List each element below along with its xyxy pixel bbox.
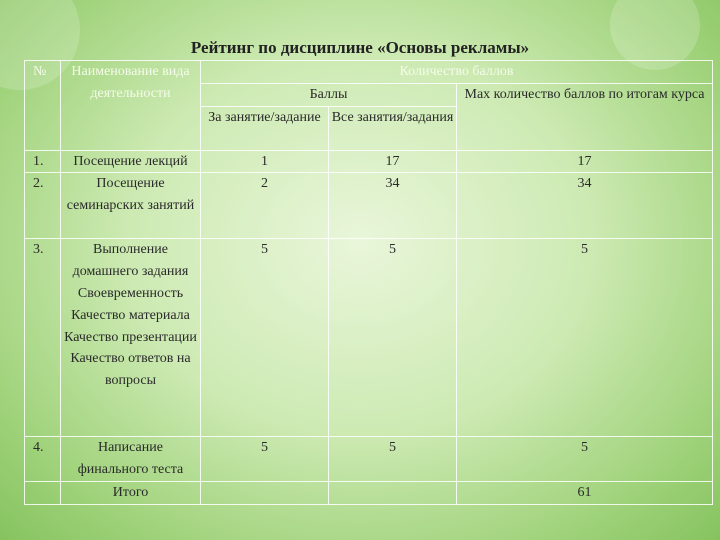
row-per: 1 (201, 150, 329, 173)
page-title: Рейтинг по дисциплине «Основы рекламы» (190, 38, 530, 57)
row-name: Выполнение домашнего задания Своевременность Качество материала Качество презентации Качество ответов на вопросы (61, 239, 201, 437)
rating-table (24, 60, 713, 505)
total-all (329, 481, 457, 504)
total-max: 61 (457, 481, 713, 504)
row-name: Посещение лекций (61, 150, 201, 173)
total-label: Итого (61, 481, 201, 504)
row-all: 5 (329, 239, 457, 437)
row-per: 2 (201, 173, 329, 239)
row-name: Написание финального теста (61, 437, 201, 482)
row-max: 34 (457, 173, 713, 239)
row-name: Посещение семинарских занятий (61, 173, 201, 239)
header-points-total: Количество баллов (201, 61, 713, 84)
row-per: 5 (201, 437, 329, 482)
row-num: 3. (25, 239, 61, 437)
row-num: 2. (25, 173, 61, 239)
row-max: 17 (457, 150, 713, 173)
row-num: 1. (25, 150, 61, 173)
header-num: № (25, 61, 61, 151)
header-all-lessons: Все занятия/задания (329, 106, 457, 150)
row-num: 4. (25, 437, 61, 482)
row-max: 5 (457, 239, 713, 437)
header-per-lesson: За занятие/задание (201, 106, 329, 150)
header-activity: Наименование вида деятельности (61, 61, 201, 151)
row-per: 5 (201, 239, 329, 437)
header-max-points: Max количество баллов по итогам курса (457, 83, 713, 150)
header-points: Баллы (201, 83, 457, 106)
row-max: 5 (457, 437, 713, 482)
row-all: 17 (329, 150, 457, 173)
row-all: 5 (329, 437, 457, 482)
total-num (25, 481, 61, 504)
row-all: 34 (329, 173, 457, 239)
total-per (201, 481, 329, 504)
